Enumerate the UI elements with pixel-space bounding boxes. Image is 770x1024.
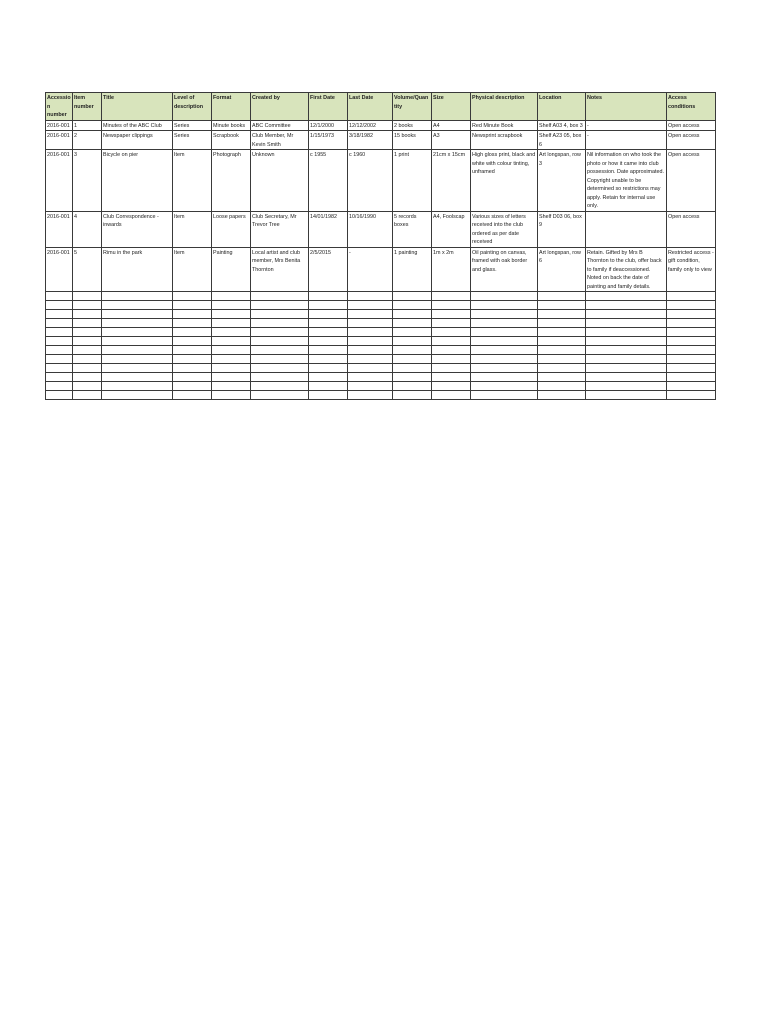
cell[interactable]: 2016-001: [46, 211, 73, 247]
empty-cell[interactable]: [393, 292, 432, 301]
empty-cell[interactable]: [432, 382, 471, 391]
empty-cell[interactable]: [538, 310, 586, 319]
empty-cell[interactable]: [173, 310, 212, 319]
header-notes[interactable]: Notes: [586, 93, 667, 121]
header-title[interactable]: Title: [102, 93, 173, 121]
empty-cell[interactable]: [667, 319, 716, 328]
empty-cell[interactable]: [102, 373, 173, 382]
cell[interactable]: A4, Foolscap: [432, 211, 471, 247]
empty-cell[interactable]: [46, 292, 73, 301]
empty-cell[interactable]: [212, 319, 251, 328]
cell[interactable]: Shelf A03 4, box 3: [538, 120, 586, 131]
empty-row: [46, 346, 716, 355]
empty-cell[interactable]: [309, 391, 348, 400]
empty-cell[interactable]: [586, 328, 667, 337]
empty-cell[interactable]: [393, 310, 432, 319]
cell[interactable]: -: [586, 120, 667, 131]
empty-cell[interactable]: [73, 337, 102, 346]
empty-cell[interactable]: [432, 346, 471, 355]
cell[interactable]: 1: [73, 120, 102, 131]
empty-cell[interactable]: [251, 337, 309, 346]
empty-cell[interactable]: [586, 391, 667, 400]
empty-cell[interactable]: [102, 301, 173, 310]
empty-cell[interactable]: [348, 301, 393, 310]
empty-cell[interactable]: [73, 346, 102, 355]
cell[interactable]: High gloss print, black and white with colour tinting, unframed: [471, 150, 538, 212]
empty-cell[interactable]: [393, 301, 432, 310]
empty-cell[interactable]: [46, 346, 73, 355]
empty-cell[interactable]: [667, 355, 716, 364]
empty-cell[interactable]: [212, 391, 251, 400]
cell[interactable]: Nil information on who took the photo or how it came into club possession. Date approximated. Copyright unable to be determined so restrictions may apply. Retain for internal use only.: [586, 150, 667, 212]
cell[interactable]: 2/5/2015: [309, 247, 348, 292]
cell[interactable]: Item: [173, 247, 212, 292]
empty-cell[interactable]: [471, 391, 538, 400]
cell[interactable]: c 1955: [309, 150, 348, 212]
empty-cell[interactable]: [538, 391, 586, 400]
empty-cell[interactable]: [586, 364, 667, 373]
empty-cell[interactable]: [348, 391, 393, 400]
cell[interactable]: 12/1/2000: [309, 120, 348, 131]
empty-row: [46, 292, 716, 301]
empty-cell[interactable]: [538, 382, 586, 391]
empty-cell[interactable]: [432, 328, 471, 337]
empty-cell[interactable]: [309, 310, 348, 319]
cell[interactable]: Oil painting on canvas, framed with oak border and glass.: [471, 247, 538, 292]
empty-cell[interactable]: [173, 373, 212, 382]
empty-cell[interactable]: [251, 382, 309, 391]
empty-cell[interactable]: [538, 337, 586, 346]
empty-cell[interactable]: [251, 301, 309, 310]
empty-cell[interactable]: [73, 373, 102, 382]
empty-cell[interactable]: [393, 382, 432, 391]
header-format[interactable]: Format: [212, 93, 251, 121]
cell[interactable]: 15 books: [393, 131, 432, 150]
table-body: [46, 120, 716, 400]
cell[interactable]: Red Minute Book: [471, 120, 538, 131]
cell[interactable]: Shelf D03 06, box 9: [538, 211, 586, 247]
cell[interactable]: 2 books: [393, 120, 432, 131]
empty-cell[interactable]: [586, 292, 667, 301]
cell[interactable]: A4: [432, 120, 471, 131]
empty-row: [46, 391, 716, 400]
empty-cell[interactable]: [586, 319, 667, 328]
cell[interactable]: A3: [432, 131, 471, 150]
empty-row: [46, 355, 716, 364]
empty-cell[interactable]: [212, 337, 251, 346]
cell[interactable]: Item: [173, 211, 212, 247]
cell[interactable]: Unknown: [251, 150, 309, 212]
table-row: [46, 211, 716, 247]
cell[interactable]: Newsprint scrapbook: [471, 131, 538, 150]
cell[interactable]: 12/12/2002: [348, 120, 393, 131]
cell[interactable]: 1 painting: [393, 247, 432, 292]
empty-cell[interactable]: [432, 310, 471, 319]
empty-cell[interactable]: [348, 373, 393, 382]
cell[interactable]: 1m x 2m: [432, 247, 471, 292]
cell[interactable]: Club Member, Mr Kevin Smith: [251, 131, 309, 150]
empty-cell[interactable]: [586, 373, 667, 382]
empty-cell[interactable]: [471, 292, 538, 301]
cell[interactable]: Art longspan, row 3: [538, 150, 586, 212]
empty-cell[interactable]: [667, 310, 716, 319]
cell[interactable]: Bicycle on pier: [102, 150, 173, 212]
empty-cell[interactable]: [309, 355, 348, 364]
cell[interactable]: 3: [73, 150, 102, 212]
cell[interactable]: -: [586, 131, 667, 150]
empty-cell[interactable]: [667, 337, 716, 346]
empty-cell[interactable]: [173, 355, 212, 364]
empty-cell[interactable]: [538, 319, 586, 328]
cell[interactable]: 3/18/1982: [348, 131, 393, 150]
empty-cell[interactable]: [251, 346, 309, 355]
empty-cell[interactable]: [586, 355, 667, 364]
empty-cell[interactable]: [309, 382, 348, 391]
table-row: [46, 247, 716, 292]
cell[interactable]: Shelf A23 05, box 6: [538, 131, 586, 150]
cell[interactable]: ABC Committee: [251, 120, 309, 131]
cell[interactable]: Loose papers: [212, 211, 251, 247]
empty-cell[interactable]: [586, 301, 667, 310]
empty-cell[interactable]: [212, 355, 251, 364]
cell[interactable]: Series: [173, 131, 212, 150]
empty-cell[interactable]: [393, 328, 432, 337]
cell[interactable]: 2016-001: [46, 131, 73, 150]
empty-row: [46, 319, 716, 328]
empty-cell[interactable]: [348, 355, 393, 364]
empty-cell[interactable]: [173, 319, 212, 328]
empty-cell[interactable]: [212, 292, 251, 301]
empty-cell[interactable]: [251, 373, 309, 382]
empty-cell[interactable]: [212, 346, 251, 355]
empty-cell[interactable]: [102, 337, 173, 346]
cell[interactable]: Photograph: [212, 150, 251, 212]
empty-cell[interactable]: [471, 328, 538, 337]
empty-cell[interactable]: [102, 364, 173, 373]
cell[interactable]: c 1960: [348, 150, 393, 212]
empty-cell[interactable]: [309, 373, 348, 382]
empty-cell[interactable]: [212, 328, 251, 337]
empty-cell[interactable]: [667, 373, 716, 382]
empty-cell[interactable]: [251, 292, 309, 301]
empty-cell[interactable]: [46, 301, 73, 310]
empty-cell[interactable]: [348, 382, 393, 391]
empty-cell[interactable]: [538, 364, 586, 373]
empty-cell[interactable]: [667, 382, 716, 391]
header-level-of-description[interactable]: Level of description: [173, 93, 212, 121]
empty-cell[interactable]: [538, 328, 586, 337]
empty-row: [46, 364, 716, 373]
empty-row: [46, 337, 716, 346]
header-physical-description[interactable]: Physical description: [471, 93, 538, 121]
empty-cell[interactable]: [46, 391, 73, 400]
empty-cell[interactable]: [348, 310, 393, 319]
empty-cell[interactable]: [173, 301, 212, 310]
empty-cell[interactable]: [173, 328, 212, 337]
empty-cell[interactable]: [73, 328, 102, 337]
empty-cell[interactable]: [46, 328, 73, 337]
cell[interactable]: 2016-001: [46, 150, 73, 212]
cell[interactable]: Minute books: [212, 120, 251, 131]
cell[interactable]: 14/01/1982: [309, 211, 348, 247]
table-row: [46, 131, 716, 150]
cell[interactable]: 5 records boxes: [393, 211, 432, 247]
empty-cell[interactable]: [538, 346, 586, 355]
empty-cell[interactable]: [393, 319, 432, 328]
empty-cell[interactable]: [73, 364, 102, 373]
cell[interactable]: Club Secretary, Mr Trevor Tree: [251, 211, 309, 247]
empty-cell[interactable]: [586, 337, 667, 346]
cell[interactable]: [586, 211, 667, 247]
empty-cell[interactable]: [251, 328, 309, 337]
empty-cell[interactable]: [586, 310, 667, 319]
header-access-conditions[interactable]: Access conditions: [667, 93, 716, 121]
empty-cell[interactable]: [102, 319, 173, 328]
empty-cell[interactable]: [538, 301, 586, 310]
cell[interactable]: 10/16/1990: [348, 211, 393, 247]
empty-cell[interactable]: [471, 337, 538, 346]
empty-cell[interactable]: [471, 355, 538, 364]
empty-cell[interactable]: [251, 364, 309, 373]
empty-cell[interactable]: [309, 319, 348, 328]
empty-cell[interactable]: [667, 292, 716, 301]
cell[interactable]: Retain. Gifted by Mrs B Thornton to the club, offer back to family if deaccessioned. Noted on back the date of painting and family details.: [586, 247, 667, 292]
cell[interactable]: 2016-001: [46, 247, 73, 292]
empty-cell[interactable]: [586, 346, 667, 355]
empty-cell[interactable]: [73, 355, 102, 364]
empty-cell[interactable]: [102, 382, 173, 391]
empty-cell[interactable]: [432, 355, 471, 364]
empty-cell[interactable]: [173, 337, 212, 346]
empty-cell[interactable]: [102, 310, 173, 319]
empty-cell[interactable]: [348, 364, 393, 373]
empty-cell[interactable]: [251, 355, 309, 364]
cell[interactable]: Painting: [212, 247, 251, 292]
empty-cell[interactable]: [393, 355, 432, 364]
empty-cell[interactable]: [432, 319, 471, 328]
cell[interactable]: Item: [173, 150, 212, 212]
empty-cell[interactable]: [471, 310, 538, 319]
cell[interactable]: 21cm x 15cm: [432, 150, 471, 212]
empty-cell[interactable]: [586, 382, 667, 391]
empty-cell[interactable]: [173, 382, 212, 391]
empty-cell[interactable]: [393, 391, 432, 400]
header-item-number[interactable]: Item number: [73, 93, 102, 121]
empty-cell[interactable]: [46, 337, 73, 346]
empty-cell[interactable]: [102, 292, 173, 301]
empty-cell[interactable]: [212, 301, 251, 310]
header-last-date[interactable]: Last Date: [348, 93, 393, 121]
empty-cell[interactable]: [102, 328, 173, 337]
empty-cell[interactable]: [471, 382, 538, 391]
empty-cell[interactable]: [667, 391, 716, 400]
empty-cell[interactable]: [212, 382, 251, 391]
empty-cell[interactable]: [393, 337, 432, 346]
empty-cell[interactable]: [212, 364, 251, 373]
empty-cell[interactable]: [173, 391, 212, 400]
empty-cell[interactable]: [46, 319, 73, 328]
empty-cell[interactable]: [432, 391, 471, 400]
cell[interactable]: Open access: [667, 211, 716, 247]
empty-cell[interactable]: [471, 319, 538, 328]
empty-cell[interactable]: [348, 292, 393, 301]
empty-cell[interactable]: [46, 364, 73, 373]
cell[interactable]: 1/15/1973: [309, 131, 348, 150]
cell[interactable]: Series: [173, 120, 212, 131]
cell[interactable]: Restricted access - gift condition, family only to view: [667, 247, 716, 292]
empty-cell[interactable]: [46, 310, 73, 319]
header-row: [46, 93, 716, 121]
empty-cell[interactable]: [471, 346, 538, 355]
header-created-by[interactable]: Created by: [251, 93, 309, 121]
table-row: [46, 120, 716, 131]
cell[interactable]: Local artist and club member, Mrs Benita Thornton: [251, 247, 309, 292]
accession-register-table: [45, 92, 716, 400]
empty-cell[interactable]: [173, 346, 212, 355]
empty-cell[interactable]: [471, 364, 538, 373]
empty-cell[interactable]: [46, 355, 73, 364]
header-accession-number[interactable]: Accession number: [46, 93, 73, 121]
cell[interactable]: -: [348, 247, 393, 292]
cell[interactable]: Art longspan, row 6: [538, 247, 586, 292]
empty-cell[interactable]: [46, 373, 73, 382]
header-volume-quantity[interactable]: Volume/Quantity: [393, 93, 432, 121]
empty-cell[interactable]: [538, 373, 586, 382]
empty-cell[interactable]: [667, 346, 716, 355]
empty-cell[interactable]: [251, 310, 309, 319]
empty-cell[interactable]: [432, 364, 471, 373]
empty-cell[interactable]: [471, 373, 538, 382]
empty-cell[interactable]: [251, 319, 309, 328]
empty-cell[interactable]: [173, 364, 212, 373]
empty-cell[interactable]: [393, 373, 432, 382]
empty-cell[interactable]: [667, 301, 716, 310]
empty-cell[interactable]: [432, 292, 471, 301]
empty-cell[interactable]: [73, 292, 102, 301]
empty-cell[interactable]: [667, 328, 716, 337]
empty-row: [46, 328, 716, 337]
cell[interactable]: 2: [73, 131, 102, 150]
cell[interactable]: Open access: [667, 131, 716, 150]
empty-cell[interactable]: [309, 337, 348, 346]
empty-cell[interactable]: [73, 319, 102, 328]
cell[interactable]: Scrapbook: [212, 131, 251, 150]
empty-cell[interactable]: [538, 355, 586, 364]
cell[interactable]: Open access: [667, 150, 716, 212]
cell[interactable]: Newspaper clippings: [102, 131, 173, 150]
empty-row: [46, 382, 716, 391]
header-size[interactable]: Size: [432, 93, 471, 121]
empty-cell[interactable]: [471, 301, 538, 310]
empty-cell[interactable]: [102, 355, 173, 364]
empty-cell[interactable]: [538, 292, 586, 301]
empty-cell[interactable]: [73, 382, 102, 391]
cell[interactable]: Club Correspondence - inwards: [102, 211, 173, 247]
empty-cell[interactable]: [348, 319, 393, 328]
cell[interactable]: 4: [73, 211, 102, 247]
empty-cell[interactable]: [73, 310, 102, 319]
empty-cell[interactable]: [348, 328, 393, 337]
empty-cell[interactable]: [212, 373, 251, 382]
empty-cell[interactable]: [46, 382, 73, 391]
empty-row: [46, 301, 716, 310]
cell[interactable]: 1 print: [393, 150, 432, 212]
empty-cell[interactable]: [173, 292, 212, 301]
empty-cell[interactable]: [348, 337, 393, 346]
empty-cell[interactable]: [309, 292, 348, 301]
table-row: [46, 150, 716, 212]
empty-cell[interactable]: [102, 346, 173, 355]
empty-cell[interactable]: [251, 391, 309, 400]
cell[interactable]: Various sizes of letters received into the club ordered as per date received: [471, 211, 538, 247]
empty-row: [46, 310, 716, 319]
empty-cell[interactable]: [309, 346, 348, 355]
empty-cell[interactable]: [667, 364, 716, 373]
empty-cell[interactable]: [309, 328, 348, 337]
empty-cell[interactable]: [73, 301, 102, 310]
empty-cell[interactable]: [73, 391, 102, 400]
cell[interactable]: 2016-001: [46, 120, 73, 131]
empty-cell[interactable]: [432, 373, 471, 382]
empty-cell[interactable]: [393, 364, 432, 373]
cell[interactable]: Open access: [667, 120, 716, 131]
empty-cell[interactable]: [212, 310, 251, 319]
cell[interactable]: 5: [73, 247, 102, 292]
header-location[interactable]: Location: [538, 93, 586, 121]
empty-cell[interactable]: [348, 346, 393, 355]
header-first-date[interactable]: First Date: [309, 93, 348, 121]
empty-cell[interactable]: [432, 337, 471, 346]
spreadsheet: [45, 92, 715, 400]
empty-row: [46, 373, 716, 382]
empty-cell[interactable]: [393, 346, 432, 355]
empty-cell[interactable]: [102, 391, 173, 400]
empty-cell[interactable]: [309, 364, 348, 373]
empty-cell[interactable]: [432, 301, 471, 310]
cell[interactable]: Rimu in the park: [102, 247, 173, 292]
empty-cell[interactable]: [309, 301, 348, 310]
cell[interactable]: Minutes of the ABC Club: [102, 120, 173, 131]
